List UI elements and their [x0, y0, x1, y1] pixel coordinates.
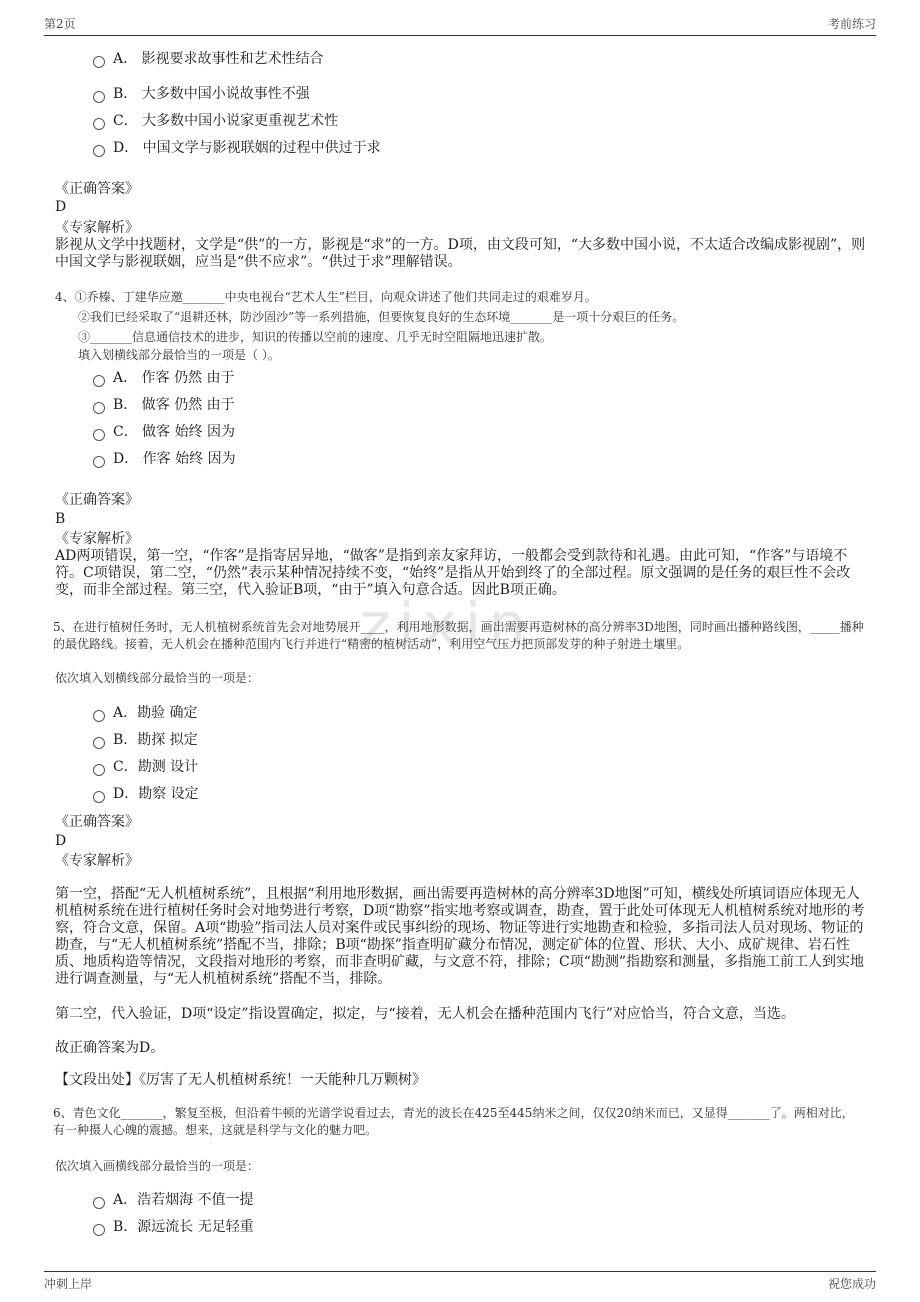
option-label: D． 中国文学与影视联姻的过程中供过于求 [113, 140, 381, 156]
q5-option-c[interactable] [93, 758, 198, 776]
q5-option-d[interactable] [93, 785, 199, 803]
q5-answer-label: 《正确答案》 [55, 814, 139, 830]
q4-option-c[interactable] [93, 423, 235, 441]
page-header [44, 15, 876, 36]
q4-answer-label: 《正确答案》 [55, 492, 139, 508]
radio-icon[interactable] [93, 456, 105, 468]
q3-answer: D [55, 199, 67, 215]
footer-left: 冲刺上岸 [44, 1277, 93, 1291]
q4-option-d[interactable] [93, 450, 236, 468]
radio-icon[interactable] [93, 1224, 105, 1236]
option-label: B． 做客 仍然 由于 [113, 397, 235, 413]
option-label: B．勘探 拟定 [113, 732, 198, 748]
option-label: D． 作客 始终 因为 [113, 451, 236, 467]
radio-icon[interactable] [93, 91, 105, 103]
option-label: A． 作客 仍然 由于 [113, 370, 235, 386]
q5-answer: D [55, 833, 67, 849]
q4-option-a[interactable] [93, 369, 234, 387]
option-label: B． 大多数中国小说故事性不强 [113, 86, 310, 102]
option-label: A．浩若烟海 不值一提 [113, 1192, 254, 1208]
radio-icon[interactable] [93, 402, 105, 414]
q4-stem-line-3: ③_______信息通信技术的进步，知识的传播以空前的速度、几乎无时空阻隔地迅速扩散。 [78, 330, 553, 344]
q5-analysis-label: 《专家解析》 [55, 853, 139, 869]
q4-analysis: AD两项错误，第一空，“作客”是指寄居异地，“做客”是指到亲友家拜访，一般都会受到款待和礼遇。由此可知，“作客”与语境不符。C项错误，第二空，“仍然”表示某种情况持续不变，“始终”是指从开始到终了的全部过程。原文强调的是任务的艰巨性不会改变，而非全部过程。第三空，代入验证B项，“由于”填入句意合适。因此B项正确。 [55, 548, 851, 598]
option-label: A．勘验 确定 [113, 705, 198, 721]
q4-analysis-label: 《专家解析》 [55, 531, 139, 547]
q6-option-a[interactable] [93, 1191, 254, 1209]
q5-option-a[interactable] [93, 704, 198, 722]
option-label: C．勘测 设计 [113, 759, 199, 775]
q4-answer: B [55, 511, 66, 527]
radio-icon[interactable] [93, 375, 105, 387]
q3-answer-label: 《正确答案》 [55, 181, 139, 197]
q6-prompt: 依次填入画横线部分最恰当的一项是： [55, 1159, 260, 1173]
radio-icon[interactable] [93, 145, 105, 157]
q4-stem-line-2: ②我们已经采取了“退耕还林，防沙固沙”等一系列措施，但要恢复良好的生态环境_______是一项十分艰巨的任务。 [78, 310, 685, 324]
radio-icon[interactable] [93, 764, 105, 776]
q6-stem: 6、青色文化_______，繁复至极，但沿着牛顿的光谱学说看过去，青光的波长在425至445纳米之间，仅仅20纳米而已，又显得_______了。两相对比，有一种摄人心魄的震撼。想来，这就是科学与文化的魅力吧。 [53, 1106, 854, 1137]
page-footer [44, 1271, 876, 1292]
header-title: 考前练习 [827, 17, 876, 31]
q3-analysis: 影视从文学中找题材，文学是“供”的一方，影视是“求”的一方。D项，由文段可知，“大多数中国小说，不太适合改编成影视剧”，则中国文学与影视联姻，应当是“供不应求”。“供过于求”理解错误。 [55, 237, 866, 270]
option-label: A． 影视要求故事性和艺术性结合 [113, 51, 324, 67]
option-label: B．源远流长 无足轻重 [113, 1219, 254, 1235]
q4-stem-line-1: 4、①乔榛、丁建华应邀_______中央电视台“艺术人生”栏目，向观众讲述了他们共同走过的艰难岁月。 [55, 290, 597, 304]
option-label: C． 大多数中国小说家更重视艺术性 [113, 113, 339, 129]
radio-icon[interactable] [93, 56, 105, 68]
q3-option-c[interactable] [93, 112, 338, 130]
q4-option-b[interactable] [93, 396, 235, 414]
page-number: 第2页 [44, 17, 76, 31]
q3-option-a[interactable] [93, 50, 324, 68]
q5-analysis-p3: 故正确答案为D。 [55, 1040, 165, 1056]
footer-right: 祝您成功 [827, 1277, 876, 1291]
radio-icon[interactable] [93, 710, 105, 722]
option-label: D．勘察 设定 [113, 786, 199, 802]
q5-prompt: 依次填入划横线部分最恰当的一项是： [55, 671, 260, 685]
q3-analysis-label: 《专家解析》 [55, 220, 139, 236]
radio-icon[interactable] [93, 791, 105, 803]
watermark: zixin [360, 590, 534, 658]
q4-prompt: 填入划横线部分最恰当的一项是（ ）。 [78, 348, 280, 362]
option-label: C． 做客 始终 因为 [113, 424, 236, 440]
radio-icon[interactable] [93, 1197, 105, 1209]
q5-analysis-p2: 第二空，代入验证，D项“设定”指设置确定，拟定，与“接着，无人机会在播种范围内飞行”对应恰当，符合文意，当选。 [55, 1006, 795, 1022]
q6-option-b[interactable] [93, 1218, 254, 1236]
q3-option-d[interactable] [93, 139, 381, 157]
q3-option-b[interactable] [93, 85, 310, 103]
radio-icon[interactable] [93, 737, 105, 749]
radio-icon[interactable] [93, 429, 105, 441]
q5-stem: 5、在进行植树任务时，无人机植树系统首先会对地势展开____，利用地形数据，画出需要再造树林的高分辨率3D地图，同时画出播种路线图，_____播种的最优路线。接着，无人机会在播种范围内飞行并进行“精密的植树活动”，利用空气压力把顶部发芽的种子射进土壤里。 [53, 620, 864, 651]
radio-icon[interactable] [93, 118, 105, 130]
q5-option-b[interactable] [93, 731, 198, 749]
q5-source: 【文段出处】《厉害了无人机植树系统！一天能种几万颗树》 [55, 1072, 426, 1088]
q5-analysis-p1: 第一空，搭配“无人机植树系统”，且根据“利用地形数据，画出需要再造树林的高分辨率3D地图”可知，横线处所填词语应体现无人机植树系统在进行植树任务时会对地势进行考察，D项“勘察”指实地考察或调查，勘查，置于此处可体现无人机植树系统对地形的考察，符合文意，保留。A项“勘验”指司法人员对案件或民事纠纷的现场、物证等进行实地勘查和检验，多指司法人员对现场、物证的勘查，与“无人机植树系统”搭配不当，排除；B项“勘探”指查明矿藏分布情况，测定矿体的位置、形状、大小、成矿规律、岩石性质、地质构造等情况，文段指对地形的考察，而非查明矿藏，与文意不符，排除；C项“勘测”指勘察和测量，多指施工前工人到实地进行调查测量，与“无人机植树系统”搭配不当，排除。 [55, 886, 865, 987]
